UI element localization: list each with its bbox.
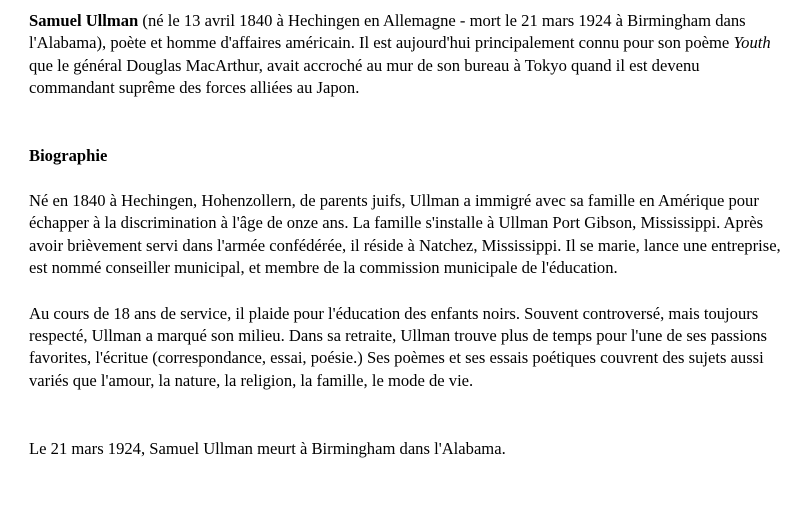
intro-text-after-title: que le général Douglas MacArthur, avait accroché au mur de son bureau à Tokyo quand il est devenu commandant suprême des forces alliées au Japon. [29, 55, 700, 98]
biography-paragraph-2: Au cours de 18 ans de service, il plaide pour l'éducation des enfants noirs. Souvent controversé, mais toujours respecté, Ullman a marqué son milieu. Dans sa retraite, Ullman trouve plus de temps pour l'une de ses passions favorites, l'écritue (correspondance, essai, poésie.) Ses poèmes et ses essais poétiques couvrent des sujets aussi variés que l'amour, la nature, la religion, la famille, le mode de vie. [29, 303, 768, 390]
subject-name: Samuel Ullman [29, 11, 139, 30]
intro-text-before-title: (né le 13 avril 1840 à Hechingen en Allemagne - mort le 21 mars 1924 à Birmingham dans l'Alabama), poète et homme d'affaires américain. Il est aujourd'hui principalement connu pour son poème [29, 11, 746, 53]
biography-paragraph-3: Le 21 mars 1924, Samuel Ullman meurt à Birmingham dans l'Alabama. [29, 439, 506, 459]
biography-paragraph-1: Né en 1840 à Hechingen, Hohenzollern, de parents juifs, Ullman a immigré avec sa famille en Amérique pour échapper à la discrimination à l'âge de onze ans. La famille s'installe à Ullman Port Gibson, Mississippi. Après avoir brièvement servi dans l'armée confédérée, il réside à Natchez, Mississippi. Il se marie, lance une entreprise, est nommé conseiller municipal, et membre de la commission municipale de l'éducation. [29, 191, 781, 278]
intro-paragraph [29, 10, 784, 100]
poem-title: Youth [733, 33, 771, 53]
section-heading: Biographie [29, 145, 108, 165]
